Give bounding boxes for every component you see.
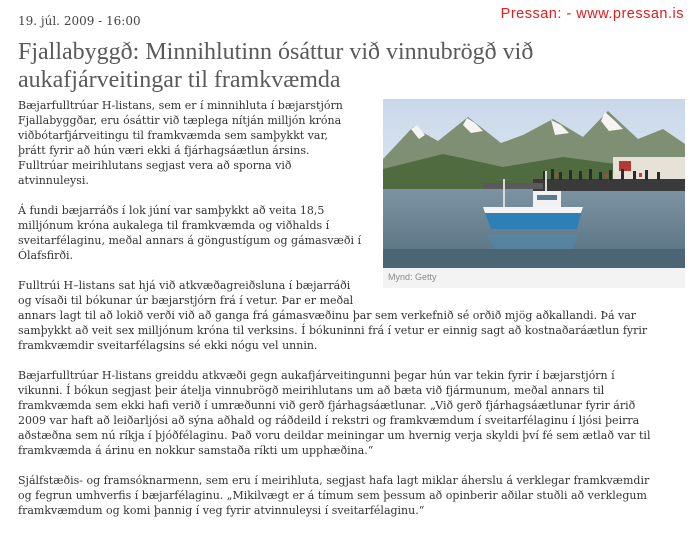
text-line: þrátt fyrir að hún væri ekki á fjárhagsáætlun ársins.	[18, 144, 310, 157]
image-caption: Mynd: Getty	[388, 272, 437, 282]
text-line: Fjallabyggðar, eru ósáttir við tæplega nítján milljón króna	[18, 114, 342, 127]
paragraph-2	[18, 203, 361, 263]
text-line: viðbótarfjárveitingu til framkvæmda sem samþykkt var,	[18, 129, 328, 142]
text-line: Á fundi bæjarráðs í lok júní var samþykkt að veita 18,5	[18, 204, 325, 217]
paragraph-4	[18, 368, 650, 458]
text-line: framkvæmdum og komi þannig í veg fyrir atvinnuleysi í sveitarfélaginu.“	[18, 504, 425, 517]
text-line: Bæjarfulltrúar H-listans greiddu atkvæði gegn aukafjárveitingunni þegar hún var tekin fyrir í bæjarstjórn í	[18, 369, 615, 382]
title-line: Fjallabyggð: Minnihlutinn ósáttur við vinnubrögð við	[18, 39, 534, 65]
text-line: sveitarfélaginu, meðal annars á göngustígum og gámasvæði í	[18, 234, 361, 247]
text-line: Fulltrúar meirihlutans segjast vera að sporna við	[18, 159, 292, 172]
text-line: Sjálfstæðis- og framsóknarmenn, sem eru í meirihluta, segjast hafa lagt miklar áherslu á verklegar framkvæmdir	[18, 474, 650, 487]
article-title	[18, 38, 688, 94]
text-line: Bæjarfulltrúar H-listans, sem er í minnihluta í bæjarstjórn	[18, 99, 343, 112]
text-line: Fulltrúi H–listans sat hjá við atkvæðagreiðsluna í bæjarráði	[18, 279, 351, 292]
text-line: framkvæmda sem ekki hafi verið í umræðunni við gerð fjárhagsáætlunar. „Við gerð fjárhagsáætlunar fyrir árið	[18, 399, 636, 412]
article-figure	[383, 99, 685, 288]
article-date: 19. júl. 2009 - 16:00	[18, 14, 141, 28]
text-line: og vísaði til bókunar úr bæjarstjórn frá í vetur. Þar er meðal	[18, 294, 354, 307]
paragraph-5	[18, 473, 649, 518]
title-line: aukafjárveitingar til framkvæmda	[18, 67, 341, 93]
text-line: samþykkt að veit sex milljónum króna til verksins. Í bókuninni frá í vetur er einnig sagt að kostnaðaráætlun fyrir	[18, 324, 648, 337]
paragraph-3	[18, 278, 647, 353]
harbor-photo	[383, 99, 685, 268]
text-line: Ólafsfirði.	[18, 249, 74, 262]
text-line: vikunni. Í bókun segjast þeir átelja vinnubrögð meirihlutans um að bæta við fjármunum, meðal annars til	[18, 384, 605, 397]
text-line: og fegrun umhverfis í bæjarfélaginu. „Mikilvægt er á tímum sem þessum að opinberir aðilar stuðli að verklegum	[18, 489, 647, 502]
text-line: annars lagt til að lokið verði við að ganga frá gámasvæðinu þar sem verkefnið sé orðið mjög aðkallandi. Þá var	[18, 309, 637, 322]
text-line: 2009 var haft að leiðarljósi að sýna aðhald og ráðdeild í rekstri og framkvæmdum í sveitarfélaginu í ljósi þeirra	[18, 414, 640, 427]
text-line: atvinnuleysi.	[18, 174, 89, 187]
text-line: framkvæmdir sveitarfélagsins sé ekki nógu vel unnin.	[18, 339, 318, 352]
paragraph-1	[18, 98, 343, 188]
source-credit[interactable]: Pressan: - www.pressan.is	[500, 6, 684, 22]
text-line: framkvæmda á árinu en nokkur samstaða ríkti um upphæðina.“	[18, 444, 374, 457]
text-line: aðstæðna sem nú ríkja í þjóðfélaginu. Það voru deildar meiningar um hvernig verja skyldi því fé sem ætlað var til	[18, 429, 651, 442]
text-line: milljónum króna aukalega til framkvæmda og viðhalds í	[18, 219, 330, 232]
